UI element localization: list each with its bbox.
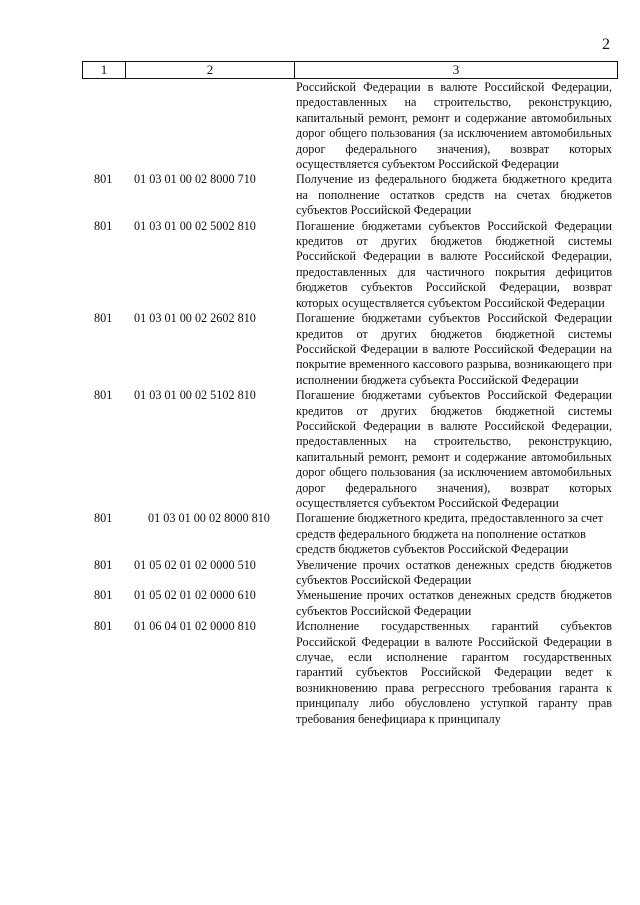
table-row <box>82 311 612 388</box>
table-row <box>82 219 612 311</box>
admin-code: 801 <box>94 588 113 603</box>
budget-code: 01 03 01 00 02 5002 810 <box>134 218 256 233</box>
table-row <box>82 619 612 727</box>
page-number: 2 <box>602 36 610 53</box>
row-description: Погашение бюджетами субъектов Российской Федерации кредитов от других бюджетов бюджетной системы Российской Федерации в валюте Российской Федерации, предоставленных на строительство, реконструкцию, капитальный ремонт, ремонт и содержание автомобильных дорог общего пользования (за исключением автомобильных дорог федерального значения), возврат которых осуществляется субъектом Российской Федерации <box>296 388 612 510</box>
table-row <box>82 511 612 557</box>
budget-code: 01 05 02 01 02 0000 510 <box>134 557 256 572</box>
row-description: Российской Федерации в валюте Российской Федерации, предоставленных на строительство, реконструкцию, капитальный ремонт, ремонт и содержание автомобильных дорог общего пользования (за исключением автомобильных дорог федерального значения), возврат которых осуществляется субъектом Российской Федерации <box>296 80 612 172</box>
budget-code: 01 03 01 00 02 2602 810 <box>134 311 256 326</box>
admin-code: 801 <box>94 557 113 572</box>
row-description: Погашение бюджетами субъектов Российской Федерации кредитов от других бюджетов бюджетной системы Российской Федерации в валюте Российской Федерации, предоставленных для частичного покрытия дефицитов бюджетов субъектов Российской Федерации, возврат которых осуществляется субъектом Российской Федерации <box>296 218 612 310</box>
row-description: Получение из федерального бюджета бюджетного кредита на пополнение остатков средств на счетах бюджетов субъектов Российской Федерации <box>296 172 612 218</box>
budget-code: 01 03 01 00 02 8000 810 <box>148 511 270 526</box>
header-col-1: 1 <box>83 62 126 79</box>
admin-code: 801 <box>94 619 113 634</box>
admin-code: 801 <box>94 311 113 326</box>
header-col-3: 3 <box>295 62 618 79</box>
table-header <box>82 61 618 79</box>
table-row <box>82 588 612 619</box>
table-row <box>82 172 612 218</box>
budget-code: 01 03 01 00 02 5102 810 <box>134 388 256 403</box>
row-description: Увеличение прочих остатков денежных средств бюджетов субъектов Российской Федерации <box>296 557 612 587</box>
admin-code: 801 <box>94 218 113 233</box>
row-description: Погашение бюджетного кредита, предоставленного за счет средств федерального бюджета на пополнение остатков средств бюджетов субъектов Российской Федерации <box>296 511 604 557</box>
budget-code: 01 05 02 01 02 0000 610 <box>134 588 256 603</box>
admin-code: 801 <box>94 388 113 403</box>
admin-code: 801 <box>94 511 113 526</box>
budget-code: 01 03 01 00 02 8000 710 <box>134 172 256 187</box>
table-row <box>82 558 612 589</box>
table-row <box>82 80 612 172</box>
row-description: Исполнение государственных гарантий субъектов Российской Федерации в валюте Российской Федерации в случае, если исполнение гарантом государственных гарантий субъектов Российской Федерации ведет к возникновению права регрессного требования гаранта к принципалу либо обусловлено уступкой гаранту прав требования бенефициара к принципалу <box>296 619 612 726</box>
table-body <box>82 80 612 727</box>
budget-code: 01 06 04 01 02 0000 810 <box>134 619 256 634</box>
row-description: Уменьшение прочих остатков денежных средств бюджетов субъектов Российской Федерации <box>296 588 612 618</box>
admin-code: 801 <box>94 172 113 187</box>
table-row <box>82 388 612 511</box>
header-col-2: 2 <box>126 62 295 79</box>
row-description: Погашение бюджетами субъектов Российской Федерации кредитов от других бюджетов бюджетной системы Российской Федерации в валюте Российской Федерации на покрытие временного кассового разрыва, возникающего при исполнении бюджета субъекта Российской Федерации <box>296 311 612 387</box>
